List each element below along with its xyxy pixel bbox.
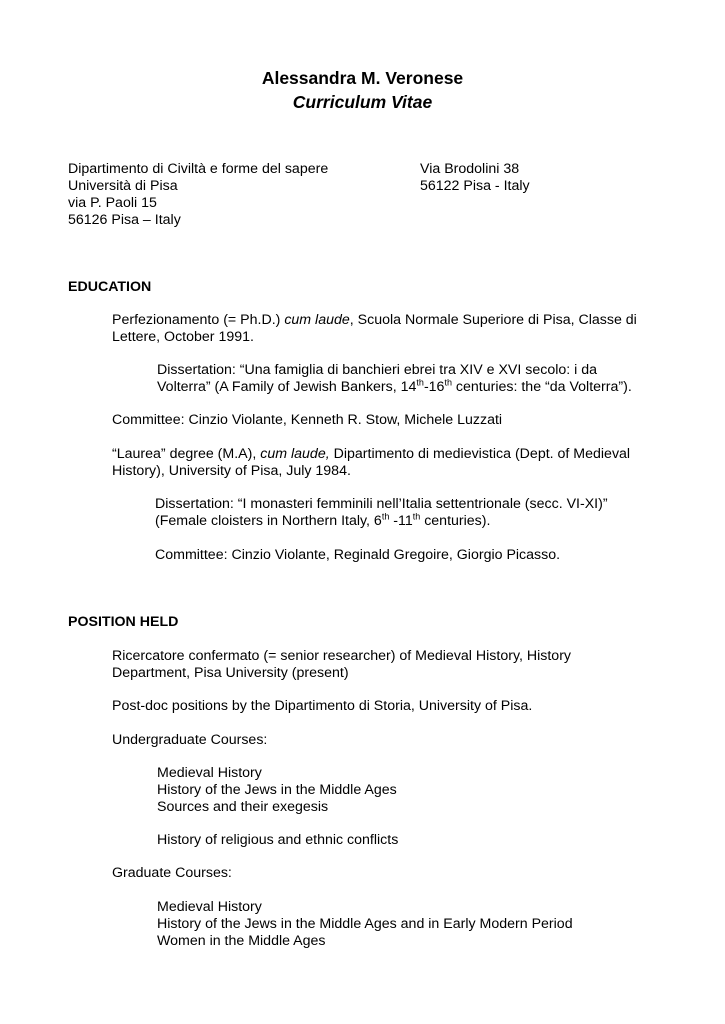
laurea-diss-b: -11 — [389, 513, 413, 529]
undergrad-course: History of religious and ethnic conflicts — [157, 832, 399, 848]
address-right-line: 56122 Pisa - Italy — [420, 178, 530, 194]
section-heading-position: POSITION HELD — [68, 614, 179, 630]
address-left-line: via P. Paoli 15 — [68, 195, 157, 211]
grad-label: Graduate Courses: — [112, 865, 232, 881]
cv-name: Alessandra M. Veronese — [261, 68, 464, 88]
laurea-committee: Committee: Cinzio Violante, Reginald Gregoire, Giorgio Picasso. — [155, 547, 561, 563]
laurea-diss-sup1: th — [381, 511, 390, 522]
phd-diss-sup1: th — [416, 377, 424, 388]
phd-pre: Perfezionamento (= Ph.D.) — [112, 312, 285, 328]
phd-dissertation-line: Dissertation: “Una famiglia di banchieri ebrei tra XIV e XVI secolo: i da — [157, 362, 598, 378]
ricercatore-line: Ricercatore confermato (= senior researcher) of Medieval History, History — [112, 648, 572, 664]
laurea-em: cum laude, — [260, 446, 330, 462]
laurea-diss-c: centuries). — [420, 513, 491, 529]
phd-diss-c: centuries: the “da Volterra”). — [451, 379, 632, 395]
undergrad-course: Sources and their exegesis — [157, 799, 329, 815]
undergrad-course: Medieval History — [157, 765, 262, 781]
address-right-line: Via Brodolini 38 — [420, 161, 520, 177]
phd-committee: Committee: Cinzio Violante, Kenneth R. Stow, Michele Luzzati — [112, 412, 503, 428]
laurea-diss-a: (Female cloisters in Northern Italy, 6 — [155, 513, 382, 529]
laurea-dissertation-line — [155, 513, 490, 530]
section-heading-education: EDUCATION — [68, 279, 152, 295]
laurea-diss-sup2: th — [412, 511, 421, 522]
grad-course: History of the Jews in the Middle Ages and in Early Modern Period — [157, 916, 573, 932]
address-left-line: Università di Pisa — [68, 178, 178, 194]
undergrad-label: Undergraduate Courses: — [112, 732, 268, 748]
ricercatore-line: Department, Pisa University (present) — [112, 665, 349, 681]
undergrad-course: History of the Jews in the Middle Ages — [157, 782, 397, 798]
laurea-post: Dipartimento di medievistica (Dept. of Medieval — [329, 446, 631, 462]
phd-entry-line — [112, 312, 637, 329]
address-left-line: 56126 Pisa – Italy — [68, 212, 181, 228]
phd-post: , Scuola Normale Superiore di Pisa, Classe di — [349, 312, 637, 328]
laurea-dissertation-line: Dissertation: “I monasteri femminili nell’Italia settentrionale (secc. VI-XI)” — [155, 496, 608, 512]
postdoc-line: Post-doc positions by the Dipartimento di Storia, University of Pisa. — [112, 698, 533, 714]
phd-diss-a: Volterra” (A Family of Jewish Bankers, 14 — [157, 379, 417, 395]
grad-course: Women in the Middle Ages — [157, 933, 326, 949]
grad-course: Medieval History — [157, 899, 262, 915]
phd-diss-sup2: th — [444, 377, 452, 388]
laurea-entry-line — [112, 446, 630, 463]
address-left-line: Dipartimento di Civiltà e forme del sapere — [68, 161, 329, 177]
phd-entry-line: Lettere, October 1991. — [112, 329, 254, 345]
laurea-entry-line: History), University of Pisa, July 1984. — [112, 463, 351, 479]
cv-subtitle: Curriculum Vitae — [292, 92, 433, 112]
phd-diss-b: -16 — [423, 379, 445, 395]
laurea-pre: “Laurea” degree (M.A), — [112, 446, 261, 462]
phd-dissertation-line — [157, 379, 632, 396]
phd-em: cum laude — [284, 312, 350, 328]
